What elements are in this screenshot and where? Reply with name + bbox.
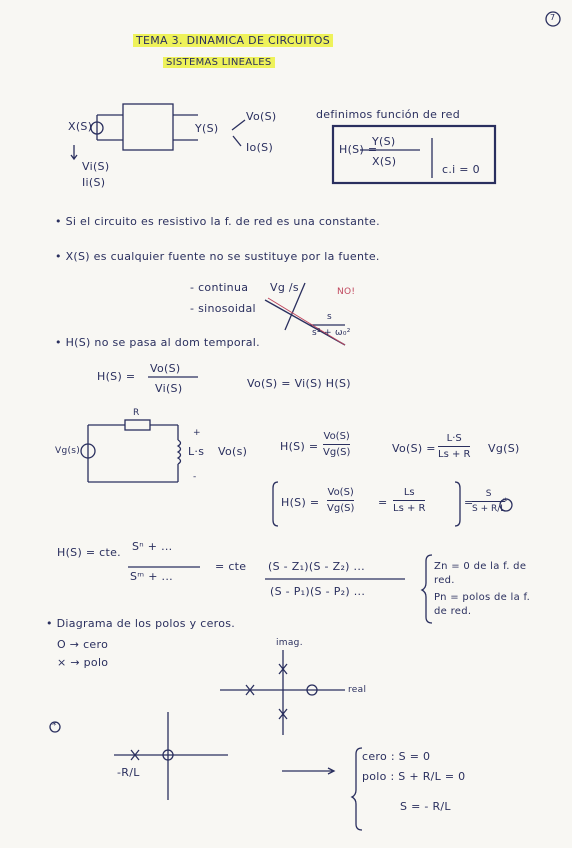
box-star: * [503, 497, 508, 507]
circuit-r-label: R [133, 408, 140, 418]
box-h: H(S) = [281, 496, 320, 509]
box-den-2: Ls + R [393, 503, 426, 514]
io-label: Io(S) [246, 141, 274, 154]
box-num-2: Ls [403, 487, 415, 498]
circuit-h-num: Vo(S) [323, 431, 350, 442]
circuit-ls-label: L·s [188, 445, 205, 458]
box-num-1: Vo(S) [327, 487, 354, 498]
box-den-1: Vg(S) [327, 503, 355, 514]
circuit-plus: + [193, 428, 201, 438]
zero-legend: O → cero [57, 638, 109, 651]
final-eq-sign: = [464, 496, 474, 509]
example-polo: polo : S + R/L = 0 [362, 770, 466, 783]
definition-h: H(S) = [339, 143, 378, 156]
example-star: * [52, 721, 57, 731]
definition-den: X(S) [372, 155, 397, 168]
example-sol: S = - R/L [400, 800, 451, 813]
note-senoidal: - sinosoidal [190, 302, 256, 315]
imag-axis-label: imag. [276, 638, 303, 648]
general-den-2: (S - P₁)(S - P₂) ... [270, 585, 366, 598]
circuit-h-fraction [323, 431, 350, 458]
circuit-vg-label: Vg(s) [55, 446, 81, 456]
pole-legend: × → polo [57, 656, 109, 669]
circuit-vo-fraction [438, 433, 470, 460]
general-h: H(S) = cte. [57, 546, 121, 559]
circuit-h: H(S) = [280, 440, 319, 453]
circuit-vo-den: Ls + R [438, 449, 471, 460]
general-num-1: Sⁿ + ... [132, 540, 173, 553]
definition-num: Y(S) [372, 135, 396, 148]
example-cero: cero : S = 0 [362, 750, 431, 763]
ii-label: Ii(S) [82, 176, 106, 189]
note-s-den: s² + ω₀² [312, 328, 351, 338]
note-vg-s: Vg /s [270, 281, 299, 294]
eq1-num: Vo(S) [150, 362, 181, 375]
example-axis-label: -R/L [117, 766, 140, 779]
circuit-minus: - [193, 472, 197, 482]
general-num-2: (S - Z₁)(S - Z₂) ... [268, 560, 365, 573]
note-continua: - continua [190, 281, 249, 294]
circuit-vo-rhs: Vg(S) [488, 442, 520, 455]
box-fraction-1 [327, 487, 354, 514]
note-line-3: • H(S) no se pasa al dom temporal. [55, 336, 260, 349]
note-line-2: • X(S) es cualquier fuente no se sustituye por la fuente. [55, 250, 380, 263]
final-num: S [485, 489, 492, 499]
real-axis-label: real [348, 685, 367, 695]
general-zn: Zn = 0 de la f. de red. [434, 561, 527, 586]
definition-condition: c.i = 0 [442, 163, 480, 176]
note-no: NO! [337, 287, 356, 297]
general-den-1: Sᵐ + ... [130, 570, 173, 583]
vo-label: Vo(S) [246, 110, 277, 123]
note-line-1: • Si el circuito es resistivo la f. de red es una constante. [55, 215, 380, 228]
general-pn: Pn = polos de la f. de red. [434, 592, 531, 617]
circuit-vo-num: L·S [446, 433, 462, 444]
general-eq: = cte [215, 560, 247, 573]
page-title: TEMA 3. DINAMICA DE CIRCUITOS [133, 34, 333, 47]
vi-label: Vi(S) [82, 160, 110, 173]
output-label: Y(S) [195, 122, 219, 135]
input-label: X(S) [68, 120, 93, 133]
circuit-vo-label: Vo(s) [218, 445, 248, 458]
circuit-h-den: Vg(S) [323, 447, 351, 458]
diagram-heading: • Diagrama de los polos y ceros. [46, 617, 236, 630]
note-s-num: s [327, 312, 332, 322]
box-fraction-2 [393, 487, 425, 514]
final-fraction [472, 489, 505, 514]
circuit-vo-eq: Vo(S) = [392, 442, 436, 455]
page-number: 7 [550, 13, 556, 22]
page-subtitle: SISTEMAS LINEALES [163, 57, 275, 68]
eq1-h: H(S) = [97, 370, 136, 383]
eq1-rhs: Vo(S) = Vi(S) H(S) [247, 377, 351, 390]
final-den: S + R/L [472, 504, 506, 514]
box-eq: = [378, 496, 388, 509]
eq1-den: Vi(S) [155, 382, 183, 395]
definition-text: definimos función de red [316, 108, 460, 121]
